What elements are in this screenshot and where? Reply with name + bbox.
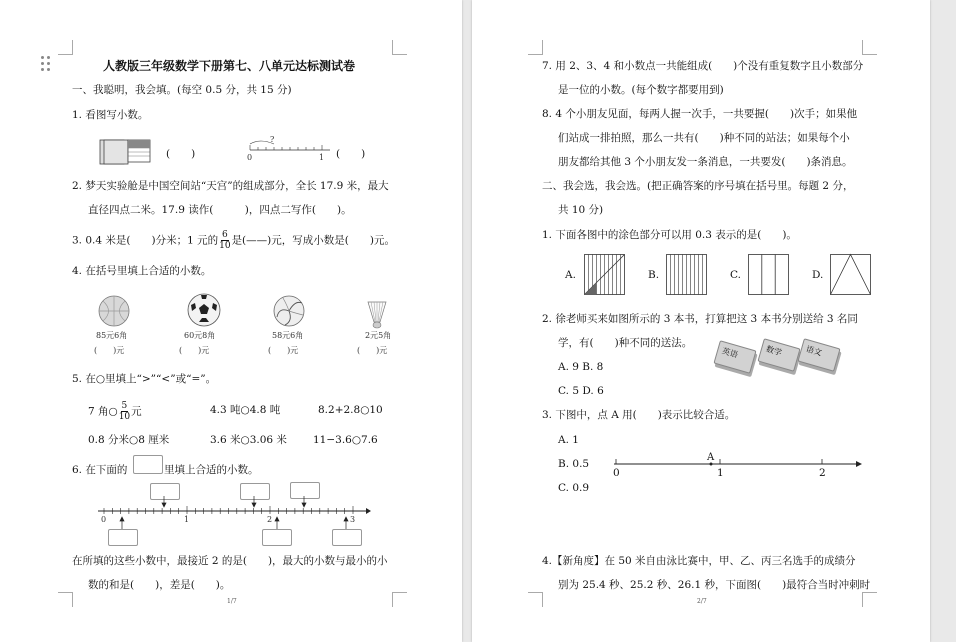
q3-text-b: 是(——)元，写成小数是( )元。: [231, 234, 395, 247]
soccer-ball-icon: [187, 293, 221, 327]
book-title-math: 数学: [764, 344, 783, 358]
question-6-b: 里填上合适的小数。: [164, 464, 259, 476]
s2-question-3: 3. 下图中，点 A 用( )表示比较合适。: [542, 409, 736, 421]
question-5: 5. 在○里填上“>”“<”或“=”。: [72, 373, 217, 385]
s2q1-figure-a: [584, 254, 626, 296]
q5-row1-col2: 4.3 吨○4.8 吨: [210, 404, 281, 416]
s2q3-tick-2: 2: [819, 467, 826, 479]
s2q3-tick-1: 1: [717, 467, 724, 479]
number-line-label-1: 1: [319, 153, 325, 162]
book-icon: [713, 340, 756, 374]
crop-mark: [528, 592, 543, 607]
q5-row1-col3: 8.2+2.8○10: [318, 404, 383, 416]
question-8-line-3: 朋友都给其他 3 个小朋友发一条消息，一共要发( )条消息。: [558, 156, 853, 168]
q4-blank-4: ( )元: [357, 346, 388, 355]
s2q1-option-d-label: D.: [812, 269, 824, 281]
q4-price-1: 85元6角: [96, 331, 128, 340]
section-2-heading-line-1: 二、我会选，我会选。(把正确答案的序号填在括号里。每题 2 分，: [542, 180, 854, 192]
s2-question-4-line-1: 4.【新角度】在 50 米自由泳比赛中，甲、乙、丙三名选手的成绩分: [542, 555, 856, 567]
question-6-a: 6. 在下面的: [72, 464, 128, 476]
s2q1-figure-b: [666, 254, 708, 296]
crop-mark: [58, 40, 73, 55]
s2-question-2-line-2: 学，有( )种不同的送法。: [558, 337, 693, 349]
crop-mark: [528, 40, 543, 55]
s2q3-option-c: C. 0.9: [558, 482, 590, 494]
book-icon: [757, 338, 800, 372]
q5-r1c1-text: 7 角○: [88, 405, 118, 418]
fraction-denominator: 10: [219, 241, 231, 251]
s2q1-figure-c: [748, 254, 790, 296]
q5-row2-col3: 11−3.6○7.6: [313, 434, 378, 446]
s2q1-option-a-label: A.: [565, 269, 576, 281]
q6-tick-0: 0: [101, 515, 107, 524]
q6-tick-3: 3: [350, 515, 356, 524]
page-number: 2/7: [697, 598, 707, 605]
page-number: 1/7: [227, 598, 237, 605]
point-a-label: A: [707, 452, 715, 463]
question-4: 4. 在括号里填上合适的小数。: [72, 265, 212, 277]
q4-price-2: 60元8角: [184, 331, 216, 340]
book-title-chinese: 语文: [804, 344, 823, 358]
s2q3-tick-0: 0: [613, 467, 620, 479]
question-7-line-1: 7. 用 2、3、4 和小数点一共能组成( )个没有重复数字且小数部分: [542, 60, 864, 72]
number-line-question-mark: ?: [270, 135, 275, 144]
q5-row2-col2: 3.6 米○3.06 米: [210, 434, 287, 446]
q1-answer-blank-2: ( ): [336, 148, 366, 160]
answer-box-sample: [133, 455, 163, 474]
question-1: 1. 看图写小数。: [72, 109, 149, 121]
question-7-line-2: 是一位的小数。(每个数字都要用到): [558, 84, 724, 96]
fraction-numerator: 5: [121, 401, 128, 411]
number-line-label-0: 0: [247, 153, 253, 162]
crop-mark: [58, 592, 73, 607]
s2-question-4-line-2: 别为 25.4 秒、25.2 秒、26.1 秒，下面图( )最符合当时冲刺时: [558, 579, 871, 591]
s2q2-options-row-2: C. 5 D. 6: [558, 385, 604, 397]
s2-question-2-line-1: 2. 徐老师买来如图所示的 3 本书，打算把这 3 本书分别送给 3 名同: [542, 313, 858, 325]
question-8-line-1: 8. 4 个小朋友见面，每两人握一次手，一共要握( )次手；如果他: [542, 108, 858, 120]
volleyball-icon: [273, 295, 305, 327]
q6-number-line: [96, 496, 371, 532]
q6-tick-1: 1: [184, 515, 190, 524]
s2q3-number-line: [612, 455, 864, 475]
q4-blank-3: ( )元: [268, 346, 299, 355]
question-8-line-2: 们站成一排拍照，那么一共有( )种不同的站法；如果每个小: [558, 132, 850, 144]
crop-mark: [862, 592, 877, 607]
document-page-2: [472, 0, 930, 642]
question-2-line-1: 2. 梦天实验舱是中国空间站“天宫”的组成部分，全长 17.9 米，最大: [72, 180, 389, 192]
crop-mark: [862, 40, 877, 55]
crop-mark: [392, 40, 407, 55]
q4-blank-1: ( )元: [94, 346, 125, 355]
book-title-english: 英语: [720, 346, 739, 360]
decimal-squares-figure: [100, 137, 152, 167]
crop-mark: [392, 592, 407, 607]
question-3: [72, 230, 395, 251]
q6-follow-up-line-2: 数的和是( )，差是( )。: [88, 579, 231, 591]
q5-row1-col1: [88, 401, 142, 422]
basketball-icon: [98, 295, 130, 327]
question-2-line-2: 直径四点二米。17.9 读作( )，四点二写作( )。: [88, 204, 352, 216]
s2q1-figure-d: [830, 254, 872, 296]
vertical-scrollbar[interactable]: [940, 0, 956, 642]
q6-tick-2: 2: [267, 515, 273, 524]
fraction-numerator: 6: [221, 230, 228, 240]
s2-question-1: 1. 下面各图中的涂色部分可以用 0.3 表示的是( )。: [542, 229, 797, 241]
q5-row2-col1: 0.8 分米○8 厘米: [88, 434, 170, 446]
q4-blank-2: ( )元: [179, 346, 210, 355]
answer-box[interactable]: [108, 529, 138, 546]
q5-r1c1-unit: 元: [131, 405, 142, 418]
s2q3-option-b: B. 0.5: [558, 458, 590, 470]
s2q1-option-c-label: C.: [730, 269, 741, 281]
q5-fraction: [119, 401, 130, 422]
s2q1-option-b-label: B.: [648, 269, 660, 281]
document-page-1: [0, 0, 462, 642]
book-icon: [797, 338, 840, 372]
section-2-heading-line-2: 共 10 分): [558, 204, 604, 216]
q4-price-4: 2元5角: [365, 331, 392, 340]
shuttlecock-icon: [366, 300, 388, 330]
section-1-heading: 一、我聪明，我会填。(每空 0.5 分，共 15 分): [72, 84, 292, 96]
q1-answer-blank-1: ( ): [166, 148, 196, 160]
answer-box[interactable]: [262, 529, 292, 546]
s2q3-option-a: A. 1: [558, 434, 579, 446]
drag-handle-icon[interactable]: [41, 56, 51, 74]
answer-box[interactable]: [332, 529, 362, 546]
q3-fraction: [219, 230, 230, 251]
document-title: 人教版三年级数学下册第七、八单元达标测试卷: [103, 59, 356, 73]
q4-price-3: 58元6角: [272, 331, 304, 340]
s2q2-options-row-1: A. 9 B. 8: [558, 361, 604, 373]
fraction-denominator: 10: [118, 412, 131, 422]
q6-follow-up-line-1: 在所填的这些小数中，最接近 2 的是( )，最大的小数与最小的小: [72, 555, 388, 567]
q3-text-a: 3. 0.4 米是( )分米；1 元的: [72, 234, 219, 247]
